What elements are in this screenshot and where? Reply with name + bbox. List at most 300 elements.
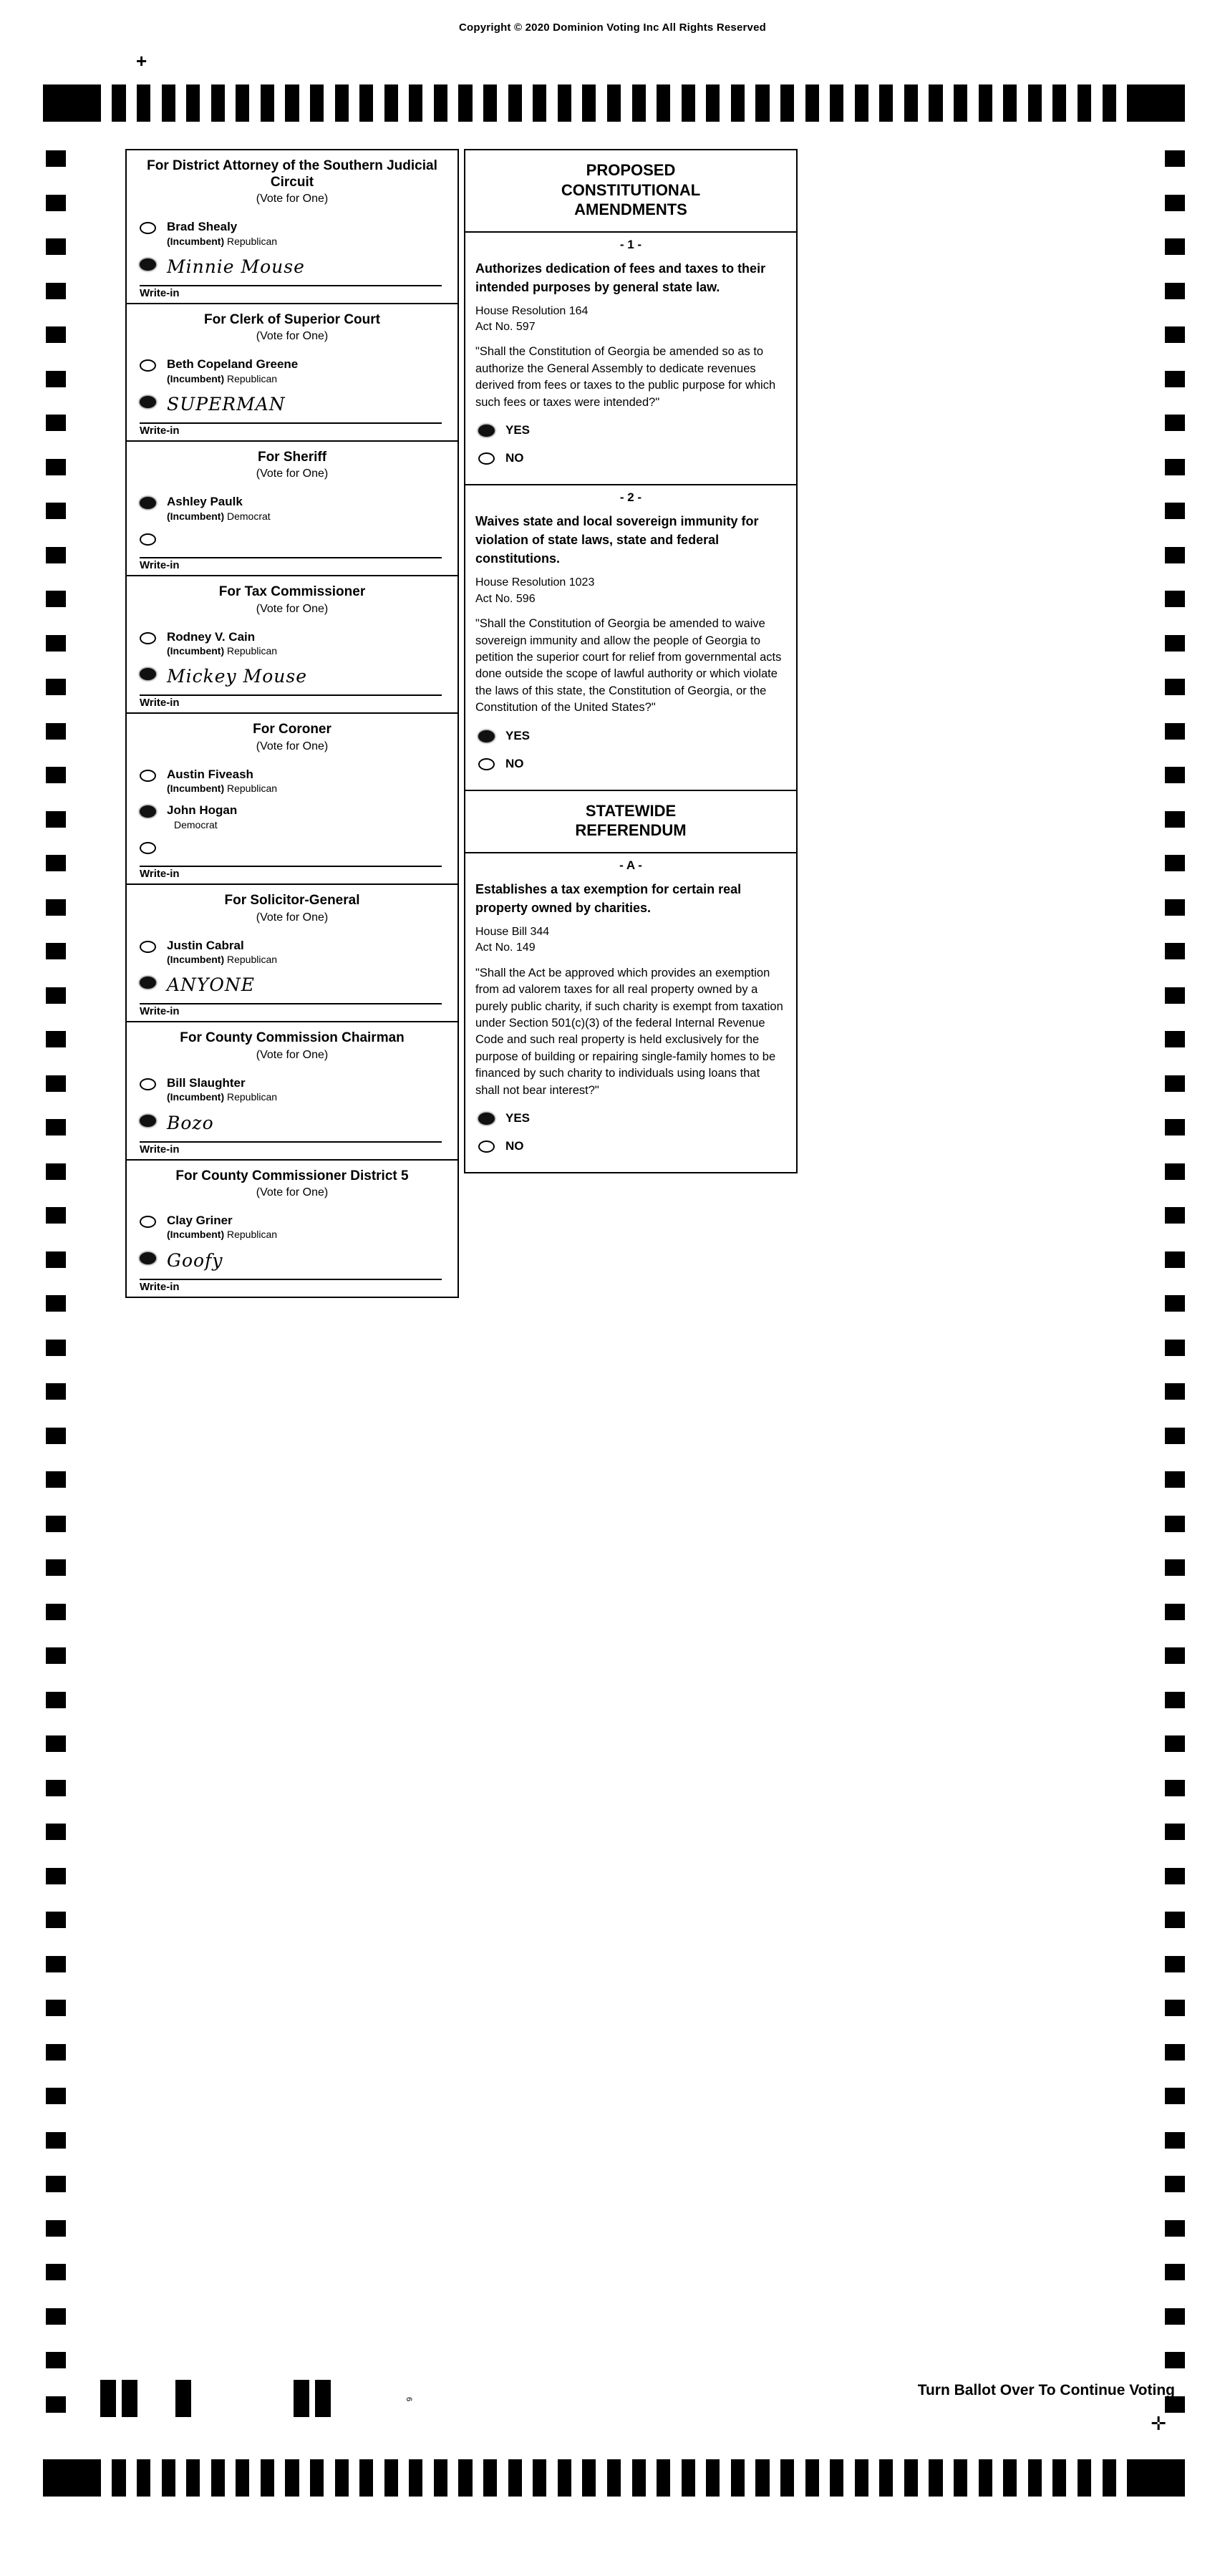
timing-mark	[46, 1692, 66, 1708]
vote-oval[interactable]	[140, 1078, 156, 1090]
contest-instruction: (Vote for One)	[256, 1186, 329, 1199]
timing-mark	[46, 371, 66, 387]
timing-mark	[1165, 1912, 1185, 1928]
candidate-name: Beth Copeland Greene	[167, 357, 299, 372]
statewide-referendum-header	[465, 791, 796, 853]
timing-mark	[904, 84, 918, 122]
contest-title: For Coroner	[253, 722, 331, 737]
timing-mark	[1165, 195, 1185, 211]
timing-mark	[533, 84, 546, 122]
timing-mark	[582, 2459, 596, 2497]
timing-mark	[46, 238, 66, 255]
timing-mark	[46, 1119, 66, 1136]
yes-label: YES	[505, 423, 531, 437]
timing-mark	[46, 2088, 66, 2104]
timing-mark	[434, 2459, 447, 2497]
timing-mark	[706, 2459, 720, 2497]
timing-mark	[1078, 2459, 1091, 2497]
timing-mark	[1127, 84, 1185, 122]
timing-mark	[43, 84, 101, 122]
vote-oval[interactable]	[140, 1252, 156, 1264]
write-in-option[interactable]	[127, 1108, 457, 1141]
timing-mark	[1165, 283, 1185, 299]
timing-mark	[1165, 371, 1185, 387]
no-option[interactable]	[465, 447, 796, 475]
timing-mark	[1103, 84, 1116, 122]
timing-mark	[1165, 899, 1185, 916]
timing-mark	[285, 84, 299, 122]
write-in-line	[140, 1003, 442, 1021]
ballot-column-right	[464, 149, 798, 1173]
candidate-option[interactable]	[127, 216, 457, 252]
candidate-party: (Incumbent) Republican	[167, 1091, 278, 1103]
timing-mark	[409, 2459, 422, 2497]
timing-marks-bottom	[43, 2459, 1185, 2497]
contest-instruction: (Vote for One)	[256, 468, 329, 480]
candidate-party: (Incumbent) Democrat	[167, 510, 271, 522]
timing-mark	[483, 2459, 497, 2497]
contest-header	[127, 885, 457, 929]
timing-mark	[1165, 1735, 1185, 1752]
copyright-notice: Copyright © 2020 Dominion Voting Inc All Rights Reserved	[459, 21, 766, 34]
timing-mark	[46, 1956, 66, 1972]
timing-mark	[1165, 547, 1185, 563]
contest-title: For Clerk of Superior Court	[204, 312, 380, 328]
timing-mark	[879, 2459, 893, 2497]
page-side-digit: 6	[405, 2396, 414, 2402]
write-in-line	[140, 285, 442, 303]
candidate-party: (Incumbent) Republican	[167, 1229, 278, 1241]
timing-mark	[979, 2459, 992, 2497]
timing-mark	[1127, 2459, 1185, 2497]
timing-mark	[335, 84, 349, 122]
vote-oval[interactable]	[478, 1113, 495, 1125]
timing-mark	[805, 84, 819, 122]
timing-mark	[186, 2459, 200, 2497]
vote-oval[interactable]	[140, 497, 156, 509]
question-summary: Authorizes dedication of fees and taxes to their intended purposes by general state law.	[475, 261, 766, 294]
timing-mark	[46, 2132, 66, 2149]
contest-options	[127, 349, 457, 440]
vote-oval[interactable]	[140, 668, 156, 680]
vote-oval[interactable]	[140, 842, 156, 854]
contest-options	[127, 211, 457, 303]
vote-oval[interactable]	[478, 1141, 495, 1153]
contest-instruction: (Vote for One)	[256, 330, 329, 343]
candidate-option[interactable]	[127, 799, 457, 836]
vote-oval[interactable]	[140, 1115, 156, 1127]
timing-mark	[508, 2459, 522, 2497]
timing-mark	[1165, 855, 1185, 871]
candidate-option[interactable]	[127, 626, 457, 662]
write-in-option[interactable]	[127, 527, 457, 557]
write-in-option[interactable]	[127, 252, 457, 285]
yes-option[interactable]	[465, 1108, 796, 1136]
timing-mark	[46, 283, 66, 299]
vote-oval[interactable]	[140, 222, 156, 234]
vote-oval[interactable]	[478, 758, 495, 770]
question-number: - A -	[619, 858, 642, 872]
timing-mark	[1165, 2088, 1185, 2104]
timing-mark	[1165, 2264, 1185, 2280]
timing-mark	[632, 84, 646, 122]
question-options	[465, 420, 796, 480]
timing-mark	[46, 1912, 66, 1928]
timing-mark	[46, 1383, 66, 1400]
timing-mark	[285, 2459, 299, 2497]
alignment-plus-mark: +	[136, 50, 147, 72]
question-number: - 1 -	[619, 237, 642, 251]
question-options	[465, 1108, 796, 1168]
timing-mark	[236, 2459, 249, 2497]
contest-title: For District Attorney of the Southern Judicial Circuit	[147, 158, 437, 190]
timing-mark	[1165, 2132, 1185, 2149]
timing-mark	[607, 84, 621, 122]
timing-mark	[137, 2459, 150, 2497]
write-in-label: Write-in	[140, 1143, 180, 1156]
timing-mark	[310, 84, 324, 122]
timing-mark	[582, 84, 596, 122]
ballot-question	[465, 853, 796, 1172]
timing-mark	[607, 2459, 621, 2497]
contest	[127, 885, 457, 1022]
timing-mark	[46, 195, 66, 211]
contest-instruction: (Vote for One)	[256, 1048, 329, 1061]
contest-options	[127, 486, 457, 575]
timing-mark	[46, 811, 66, 828]
vote-oval[interactable]	[140, 941, 156, 953]
timing-mark	[929, 84, 942, 122]
timing-mark	[1165, 1604, 1185, 1620]
ballot-question	[465, 485, 796, 791]
header-line: AMENDMENTS	[574, 200, 687, 218]
contest	[127, 1022, 457, 1160]
candidate-option[interactable]	[127, 490, 457, 527]
yes-option[interactable]	[465, 420, 796, 447]
header-line: STATEWIDE	[585, 801, 677, 820]
timing-mark	[137, 84, 150, 122]
timing-mark	[1165, 2044, 1185, 2061]
timing-mark	[533, 2459, 546, 2497]
turn-ballot-over-instruction: Turn Ballot Over To Continue Voting	[917, 2382, 1175, 2398]
contest-options	[127, 759, 457, 884]
timing-marks-right	[1165, 150, 1185, 2420]
timing-mark	[1165, 150, 1185, 167]
timing-mark	[1165, 1295, 1185, 1312]
timing-mark	[211, 84, 225, 122]
candidate-party: (Incumbent) Republican	[167, 644, 278, 657]
contest-title: For County Commission Chairman	[180, 1030, 405, 1046]
write-in-label: Write-in	[140, 1005, 180, 1018]
vote-oval[interactable]	[140, 359, 156, 372]
timing-mark	[1165, 1075, 1185, 1092]
contest-instruction: (Vote for One)	[256, 911, 329, 924]
contest-title: For County Commissioner District 5	[175, 1168, 409, 1183]
timing-mark	[1165, 1119, 1185, 1136]
timing-mark	[46, 899, 66, 916]
timing-mark	[1165, 635, 1185, 652]
timing-mark	[929, 2459, 942, 2497]
question-number: - 2 -	[619, 490, 642, 505]
timing-mark	[954, 2459, 967, 2497]
header-line: REFERENDUM	[575, 821, 687, 840]
candidate-name: Bill Slaughter	[167, 1075, 246, 1090]
timing-mark	[46, 1735, 66, 1752]
timing-mark	[46, 459, 66, 475]
timing-mark	[46, 1031, 66, 1047]
contest-header	[127, 714, 457, 758]
timing-mark	[46, 1824, 66, 1840]
vote-oval[interactable]	[478, 425, 495, 437]
timing-mark	[359, 2459, 373, 2497]
timing-mark	[46, 415, 66, 431]
timing-mark	[43, 2459, 101, 2497]
question-reference: House Resolution 1023 Act No. 596	[475, 576, 595, 605]
timing-mark	[409, 84, 422, 122]
timing-mark	[1165, 723, 1185, 740]
timing-mark	[46, 547, 66, 563]
contest-header	[127, 576, 457, 621]
vote-oval[interactable]	[478, 730, 495, 742]
timing-mark	[294, 2380, 309, 2417]
contest	[127, 304, 457, 442]
contest	[127, 1161, 457, 1297]
timing-mark	[805, 2459, 819, 2497]
vote-oval[interactable]	[140, 632, 156, 644]
timing-mark	[46, 2308, 66, 2325]
timing-mark	[1165, 326, 1185, 343]
timing-mark	[112, 84, 125, 122]
timing-mark	[46, 591, 66, 607]
timing-mark	[100, 2380, 116, 2417]
timing-mark	[657, 84, 670, 122]
contest-title: For Solicitor-General	[224, 893, 360, 909]
timing-mark	[162, 2459, 175, 2497]
timing-mark	[46, 2044, 66, 2061]
timing-mark	[1165, 1383, 1185, 1400]
write-in-label: Write-in	[140, 1280, 180, 1293]
contest-instruction: (Vote for One)	[256, 602, 329, 615]
no-option[interactable]	[465, 1136, 796, 1163]
timing-mark	[780, 84, 794, 122]
timing-mark	[1165, 2308, 1185, 2325]
timing-mark	[1165, 503, 1185, 519]
timing-mark	[1165, 1163, 1185, 1180]
header-line: CONSTITUTIONAL	[561, 180, 701, 199]
contest-instruction: (Vote for One)	[256, 193, 329, 205]
timing-mark	[682, 84, 695, 122]
contest-options	[127, 1205, 457, 1297]
timing-mark	[46, 943, 66, 959]
timing-marks-top	[43, 84, 1185, 122]
write-in-handwriting	[167, 531, 450, 552]
timing-mark	[46, 2396, 66, 2413]
no-option[interactable]	[465, 753, 796, 781]
timing-mark	[731, 84, 745, 122]
ballot-column-left	[125, 149, 459, 1298]
candidate-party: (Incumbent) Republican	[167, 782, 278, 794]
timing-mark	[1165, 1956, 1185, 1972]
candidate-name: Rodney V. Cain	[167, 629, 256, 644]
vote-oval[interactable]	[478, 452, 495, 465]
candidate-party: (Incumbent) Republican	[167, 953, 278, 965]
timing-mark	[954, 84, 967, 122]
write-in-label: Write-in	[140, 559, 180, 572]
write-in-label: Write-in	[140, 425, 180, 437]
timing-mark	[1165, 1471, 1185, 1488]
vote-oval[interactable]	[140, 258, 156, 271]
question-text: "Shall the Constitution of Georgia be amended to waive sovereign immunity and allow the people of Georgia to petition the superior court for relief from governmental acts done outside the scope of lawful authority or which violate the laws of this state, the Constitution of Georgia, or the Constitution of the United States?"	[475, 617, 782, 715]
timing-mark	[657, 2459, 670, 2497]
write-in-option[interactable]	[127, 1246, 457, 1279]
write-in-handwriting: Bozo	[167, 1112, 214, 1133]
timing-mark	[483, 84, 497, 122]
timing-mark	[46, 679, 66, 695]
timing-mark	[261, 2459, 274, 2497]
contest	[127, 576, 457, 714]
candidate-option[interactable]	[127, 353, 457, 389]
timing-mark	[855, 84, 868, 122]
timing-mark	[1165, 1428, 1185, 1444]
write-in-line	[140, 1279, 442, 1297]
write-in-line	[140, 694, 442, 712]
timing-mark	[1078, 84, 1091, 122]
timing-mark	[979, 84, 992, 122]
timing-mark	[830, 84, 843, 122]
ballot-question	[465, 233, 796, 486]
candidate-name: Clay Griner	[167, 1213, 233, 1227]
contest-header	[127, 1022, 457, 1067]
timing-mark	[46, 723, 66, 740]
timing-mark	[1165, 679, 1185, 695]
vote-oval[interactable]	[140, 533, 156, 546]
write-in-handwriting: Minnie Mouse	[167, 256, 305, 278]
candidate-party: Democrat	[174, 818, 218, 831]
contest	[127, 150, 457, 304]
timing-mark	[1165, 1824, 1185, 1840]
timing-mark	[1103, 2459, 1116, 2497]
write-in-handwriting: Mickey Mouse	[167, 666, 307, 687]
candidate-name: Ashley Paulk	[167, 495, 243, 509]
timing-marks-left	[46, 150, 66, 2420]
timing-mark	[359, 84, 373, 122]
question-summary: Waives state and local sovereign immunity for violation of state laws, state and federal constitutions.	[475, 514, 759, 566]
write-in-option[interactable]	[127, 970, 457, 1003]
contest-header	[127, 442, 457, 486]
timing-mark	[1165, 767, 1185, 783]
timing-mark	[112, 2459, 125, 2497]
timing-mark	[46, 326, 66, 343]
timing-mark	[558, 84, 571, 122]
timing-mark	[46, 150, 66, 167]
timing-mark	[46, 2176, 66, 2192]
timing-mark	[558, 2459, 571, 2497]
timing-mark	[46, 1340, 66, 1356]
vote-oval[interactable]	[140, 770, 156, 782]
question-options	[465, 725, 796, 785]
write-in-handwriting: ANYONE	[167, 974, 256, 996]
timing-mark	[46, 855, 66, 871]
timing-mark	[1165, 238, 1185, 255]
write-in-handwriting	[167, 840, 450, 861]
yes-option[interactable]	[465, 725, 796, 753]
contest-options	[127, 930, 457, 1022]
candidate-option[interactable]	[127, 1209, 457, 1246]
timing-mark	[1165, 1647, 1185, 1664]
no-label: NO	[505, 451, 524, 465]
timing-mark	[46, 1559, 66, 1576]
timing-mark	[46, 635, 66, 652]
vote-oval[interactable]	[140, 396, 156, 408]
vote-oval[interactable]	[140, 1216, 156, 1228]
candidate-option[interactable]	[127, 1072, 457, 1108]
timing-mark	[46, 2352, 66, 2368]
timing-mark	[315, 2380, 331, 2417]
timing-mark	[46, 1251, 66, 1268]
contest-header	[127, 150, 457, 211]
timing-mark	[458, 2459, 472, 2497]
timing-mark	[1003, 2459, 1017, 2497]
candidate-option[interactable]	[127, 934, 457, 971]
question-text: "Shall the Constitution of Georgia be amended so as to authorize the General Assembly to dedicate revenues derived from fees or taxes to the public purpose for which such fees or taxes were intended?"	[475, 345, 776, 409]
timing-mark	[46, 503, 66, 519]
timing-mark	[632, 2459, 646, 2497]
timing-mark	[1165, 459, 1185, 475]
question-text: "Shall the Act be approved which provides an exemption from ad valorem taxes for all real property owned by a purely public charity, if such charity is exempt from taxation under Section 501(c)(3) of the federal Internal Revenue Code and such real property is held exclusively for the purpose of building or repairing single-family homes to be financed by such charity to individuals using loans that shall not bear interest?"	[475, 966, 783, 1097]
timing-mark	[1165, 591, 1185, 607]
write-in-handwriting: SUPERMAN	[167, 394, 286, 415]
candidate-option[interactable]	[127, 763, 457, 800]
contest	[127, 442, 457, 576]
write-in-label: Write-in	[140, 287, 180, 300]
timing-mark	[508, 84, 522, 122]
contest-options	[127, 621, 457, 713]
timing-mark	[1165, 1692, 1185, 1708]
timing-mark	[186, 84, 200, 122]
timing-mark	[1165, 1340, 1185, 1356]
write-in-option[interactable]	[127, 389, 457, 422]
timing-mark	[1165, 943, 1185, 959]
timing-mark	[46, 1207, 66, 1224]
yes-label: YES	[505, 1111, 531, 1125]
write-in-option[interactable]	[127, 836, 457, 866]
timing-mark	[755, 84, 769, 122]
timing-mark	[384, 2459, 398, 2497]
timing-mark	[755, 2459, 769, 2497]
timing-mark	[1052, 84, 1066, 122]
vote-oval[interactable]	[140, 805, 156, 818]
timing-mark	[46, 1647, 66, 1664]
timing-mark	[1165, 1868, 1185, 1884]
write-in-option[interactable]	[127, 662, 457, 694]
timing-mark	[1028, 84, 1042, 122]
timing-mark	[46, 1428, 66, 1444]
timing-mark	[236, 84, 249, 122]
timing-mark	[1165, 1780, 1185, 1796]
vote-oval[interactable]	[140, 977, 156, 989]
write-in-line	[140, 1141, 442, 1159]
contest-header	[127, 304, 457, 349]
timing-mark	[310, 2459, 324, 2497]
candidate-name: Justin Cabral	[167, 938, 244, 952]
write-in-label: Write-in	[140, 697, 180, 710]
timing-mark	[1165, 1031, 1185, 1047]
timing-mark	[46, 1471, 66, 1488]
timing-mark	[46, 1868, 66, 1884]
write-in-line	[140, 557, 442, 575]
timing-mark	[162, 84, 175, 122]
timing-mark	[830, 2459, 843, 2497]
